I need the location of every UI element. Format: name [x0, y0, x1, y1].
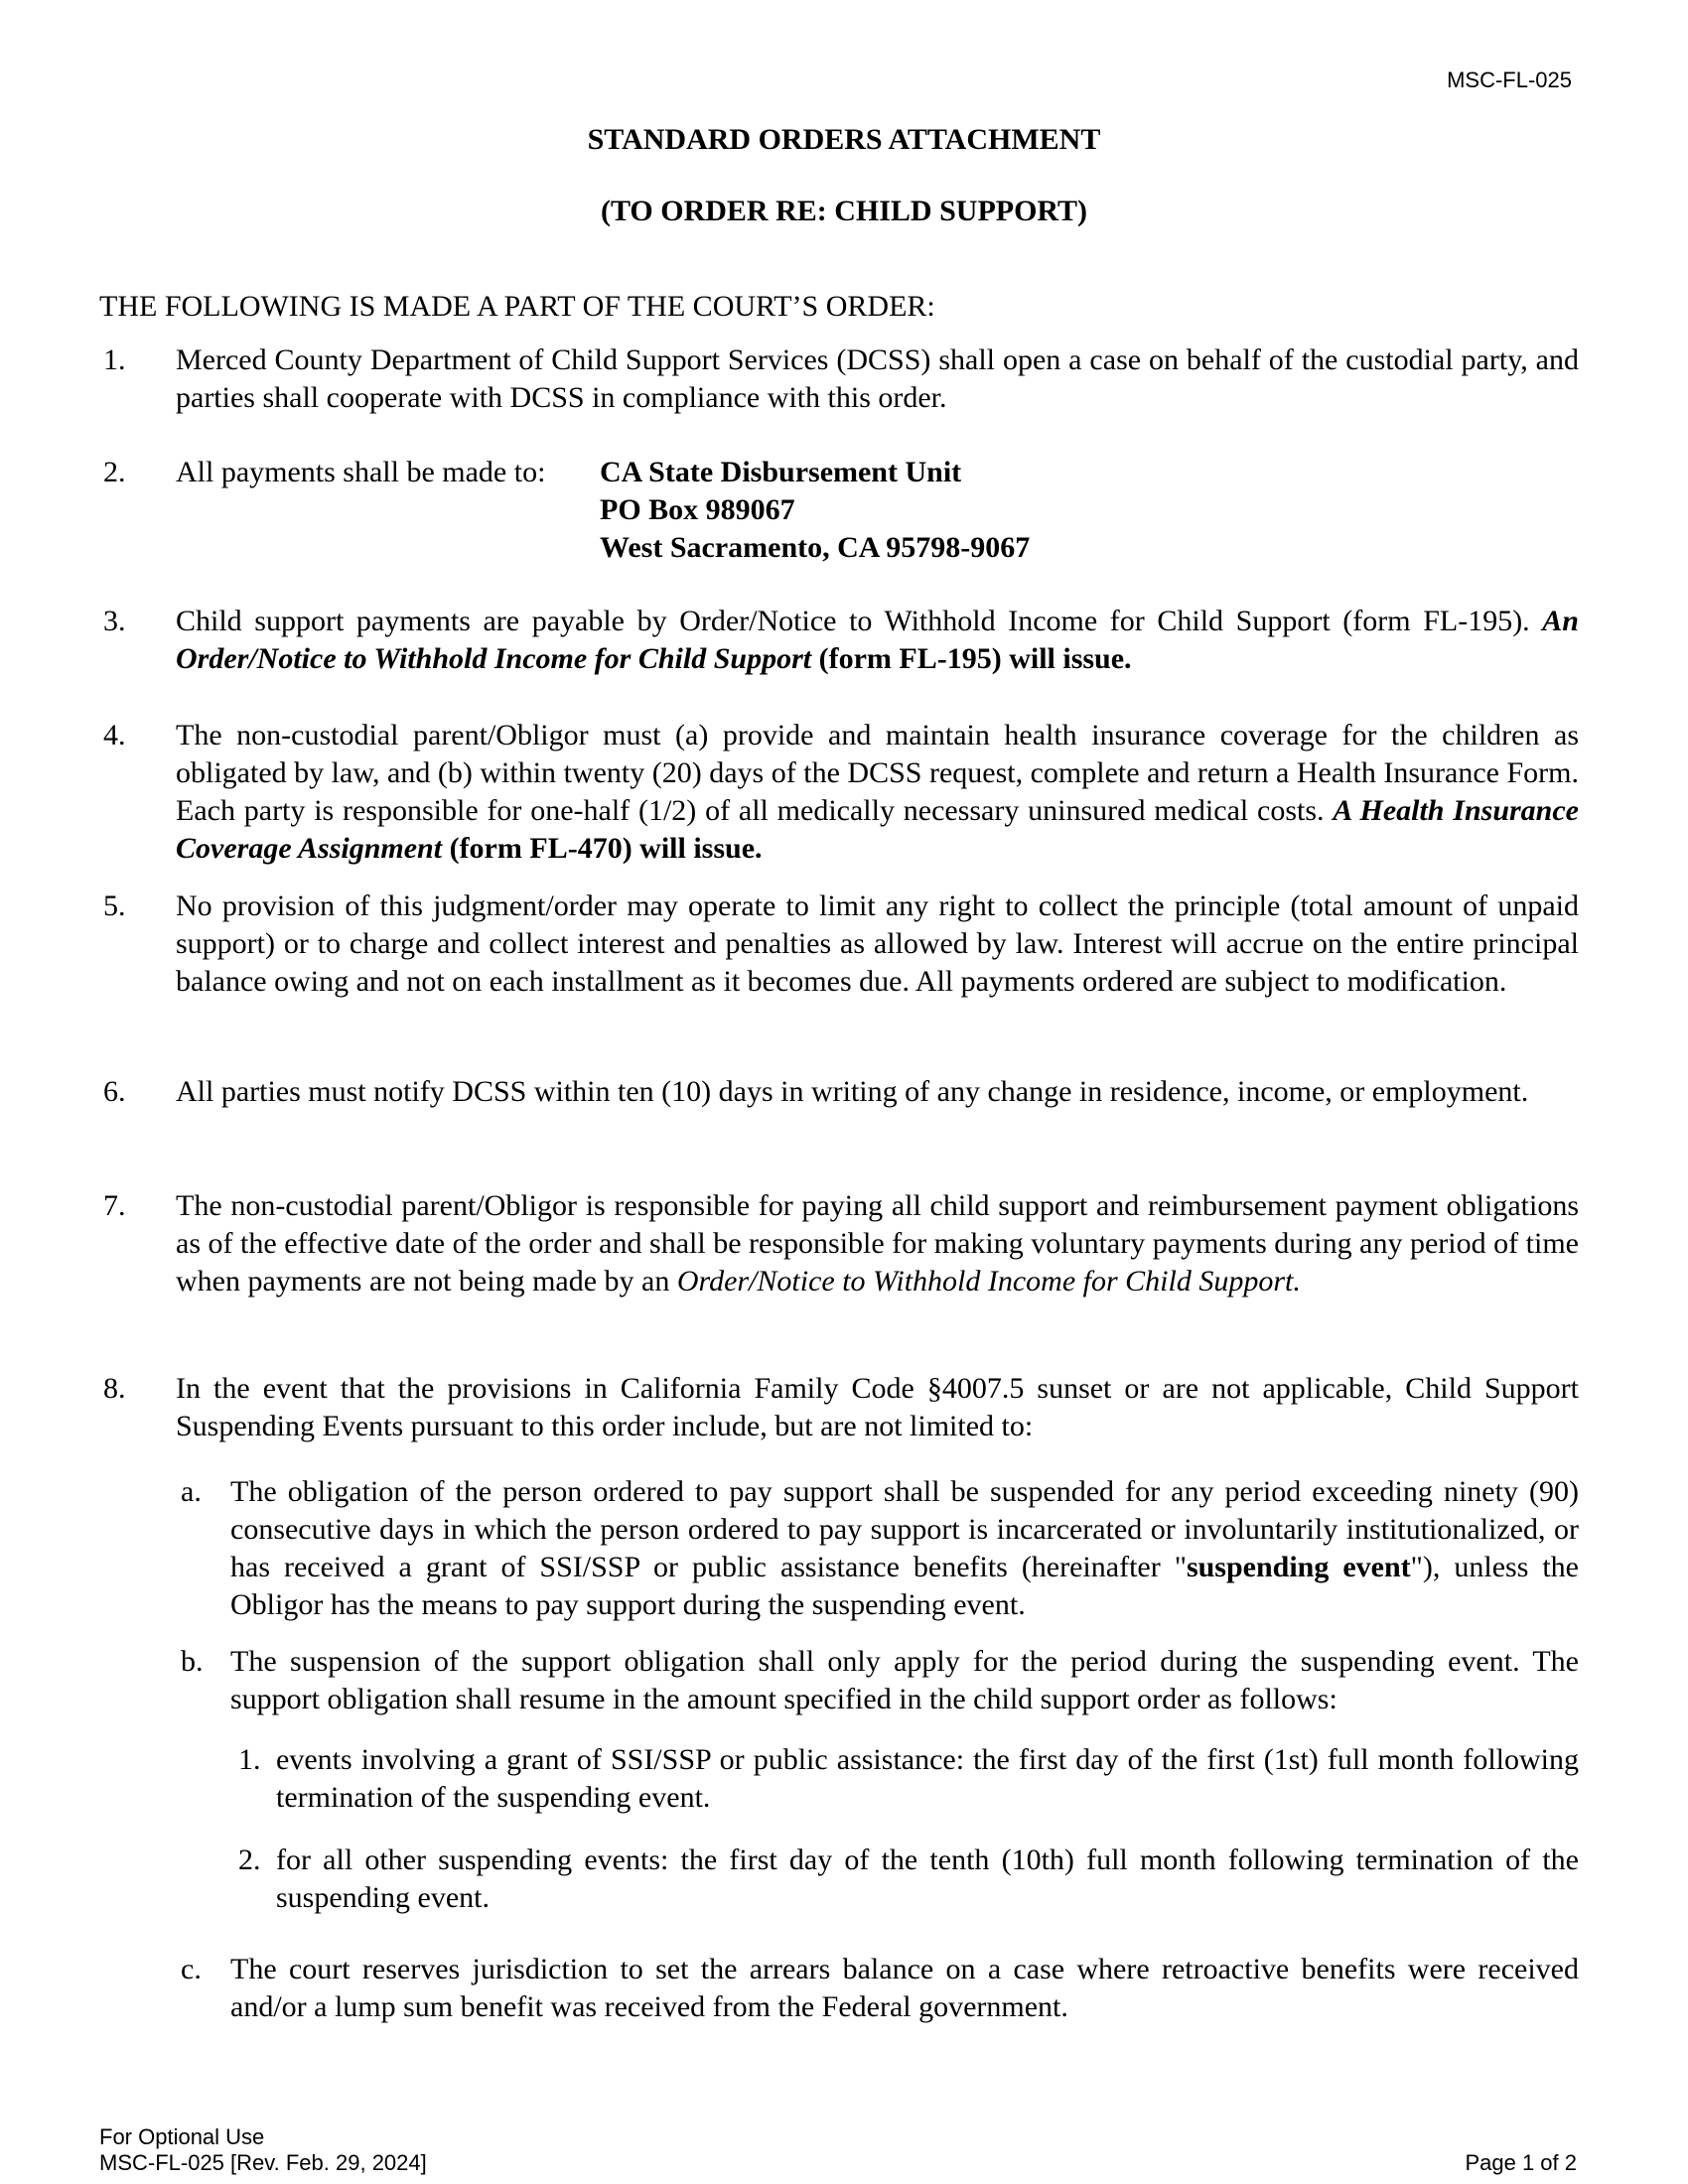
list-item-2-number: 2.: [103, 456, 126, 488]
list-item-8-text: In the event that the provisions in California Family Code §4007.5 sunset or are not applicable, Child Support Suspending Events pursuant to this order include, but are not limited to:: [176, 1372, 1579, 1442]
list-item-3-number: 3.: [103, 605, 126, 637]
list-item-8b-2: [238, 1842, 1579, 1917]
list-item-8b: [181, 1643, 1579, 1718]
list-item-8b-1: [238, 1741, 1579, 1817]
list-item-7-text: The non-custodial parent/Obligor is responsible for paying all child support and reimbursement payment obligations as of the effective date of the order and shall be responsible for making voluntary payments during any period of time when payments are not being made by an Order/Notice to Withhold Income for Child Support.: [176, 1189, 1579, 1297]
footer-page-number: Page 1 of 2: [1465, 2150, 1577, 2175]
address-line-1: CA State Disbursement Unit: [600, 456, 962, 488]
list-item-8b-2-text: for all other suspending events: the first day of the tenth (10th) full month following termination of the suspending event.: [276, 1843, 1579, 1914]
list-item-8c-text: The court reserves jurisdiction to set the arrears balance on a case where retroactive benefits were received and/or a lump sum benefit was received from the Federal government.: [230, 1953, 1579, 2023]
list-item-1-text: Merced County Department of Child Support Services (DCSS) shall open a case on behalf of the custodial party, and parties shall cooperate with DCSS in compliance with this order.: [176, 343, 1579, 414]
list-item-8b-1-text: events involving a grant of SSI/SSP or public assistance: the first day of the first (1st) full month following termination of the suspending event.: [276, 1743, 1579, 1814]
list-item-5-text: No provision of this judgment/order may operate to limit any right to collect the principle (total amount of unpaid support) or to charge and collect interest and penalties as allowed by law. Interest will accrue on the entire principal balance owing and not on each installment as it becomes due. All payments ordered are subject to modification.: [176, 889, 1579, 998]
list-item-6-text: All parties must notify DCSS within ten (10) days in writing of any change in residence, income, or employment.: [176, 1075, 1529, 1108]
list-item-4-number: 4.: [103, 719, 126, 751]
footer-optional-use: For Optional Use: [99, 2124, 265, 2149]
list-item-8a: [181, 1473, 1579, 1624]
list-item-8c: [181, 1951, 1579, 2026]
list-item-8c-letter: c.: [181, 1953, 202, 1985]
form-code: MSC-FL-025: [1447, 68, 1572, 92]
disbursement-address: [600, 454, 1030, 567]
list-item-8a-letter: a.: [181, 1475, 202, 1508]
list-item-3: [103, 603, 1579, 678]
list-item-5-number: 5.: [103, 889, 126, 922]
footer-form-revision: MSC-FL-025 [Rev. Feb. 29, 2024]: [99, 2150, 427, 2175]
list-item-1-number: 1.: [103, 343, 126, 376]
address-line-3: West Sacramento, CA 95798-9067: [600, 531, 1031, 564]
list-item-8: [103, 1370, 1579, 1445]
list-item-3-text: Child support payments are payable by Order/Notice to Withhold Income for Child Support (form FL-195). An Order/Notice to Withhold Income for Child Support (form FL-195) will issue.: [176, 605, 1579, 675]
list-item-6: [103, 1073, 1579, 1111]
list-item-8b-letter: b.: [181, 1645, 204, 1678]
list-item-1: [103, 341, 1579, 417]
list-item-8b-2-number: 2.: [238, 1843, 261, 1876]
list-item-8b-1-number: 1.: [238, 1743, 261, 1776]
list-item-4: [103, 717, 1579, 868]
list-item-6-number: 6.: [103, 1075, 126, 1108]
list-item-4-text: The non-custodial parent/Obligor must (a) provide and maintain health insurance coverage for the children as obligated by law, and (b) within twenty (20) days of the DCSS request, complete and return a Health Insurance Form. Each party is responsible for one-half (1/2) of all medically necessary uninsured medical costs. A Health Insurance Coverage Assignment (form FL-470) will issue.: [176, 719, 1579, 865]
list-item-2-text: All payments shall be made to:: [176, 456, 546, 488]
list-item-8b-text: The suspension of the support obligation shall only apply for the period during the suspending event. The support obligation shall resume in the amount specified in the child support order as follows:: [230, 1645, 1579, 1715]
intro-statement: THE FOLLOWING IS MADE A PART OF THE COURT’S ORDER:: [99, 290, 935, 323]
footer-left: [99, 2124, 427, 2176]
list-item-7-number: 7.: [103, 1189, 126, 1222]
document-subtitle: (TO ORDER RE: CHILD SUPPORT): [600, 195, 1088, 227]
document-title: STANDARD ORDERS ATTACHMENT: [587, 123, 1101, 156]
list-item-8-number: 8.: [103, 1372, 126, 1405]
address-line-2: PO Box 989067: [600, 493, 795, 526]
list-item-5: [103, 887, 1579, 1001]
list-item-7: [103, 1187, 1579, 1300]
list-item-8a-text: The obligation of the person ordered to pay support shall be suspended for any period exceeding ninety (90) consecutive days in which the person ordered to pay support is incarcerated or involuntarily institutionalized, or has received a grant of SSI/SSP or public assistance benefits (hereinafter "suspending event"), unless the Obligor has the means to pay support during the suspending event.: [230, 1475, 1579, 1621]
